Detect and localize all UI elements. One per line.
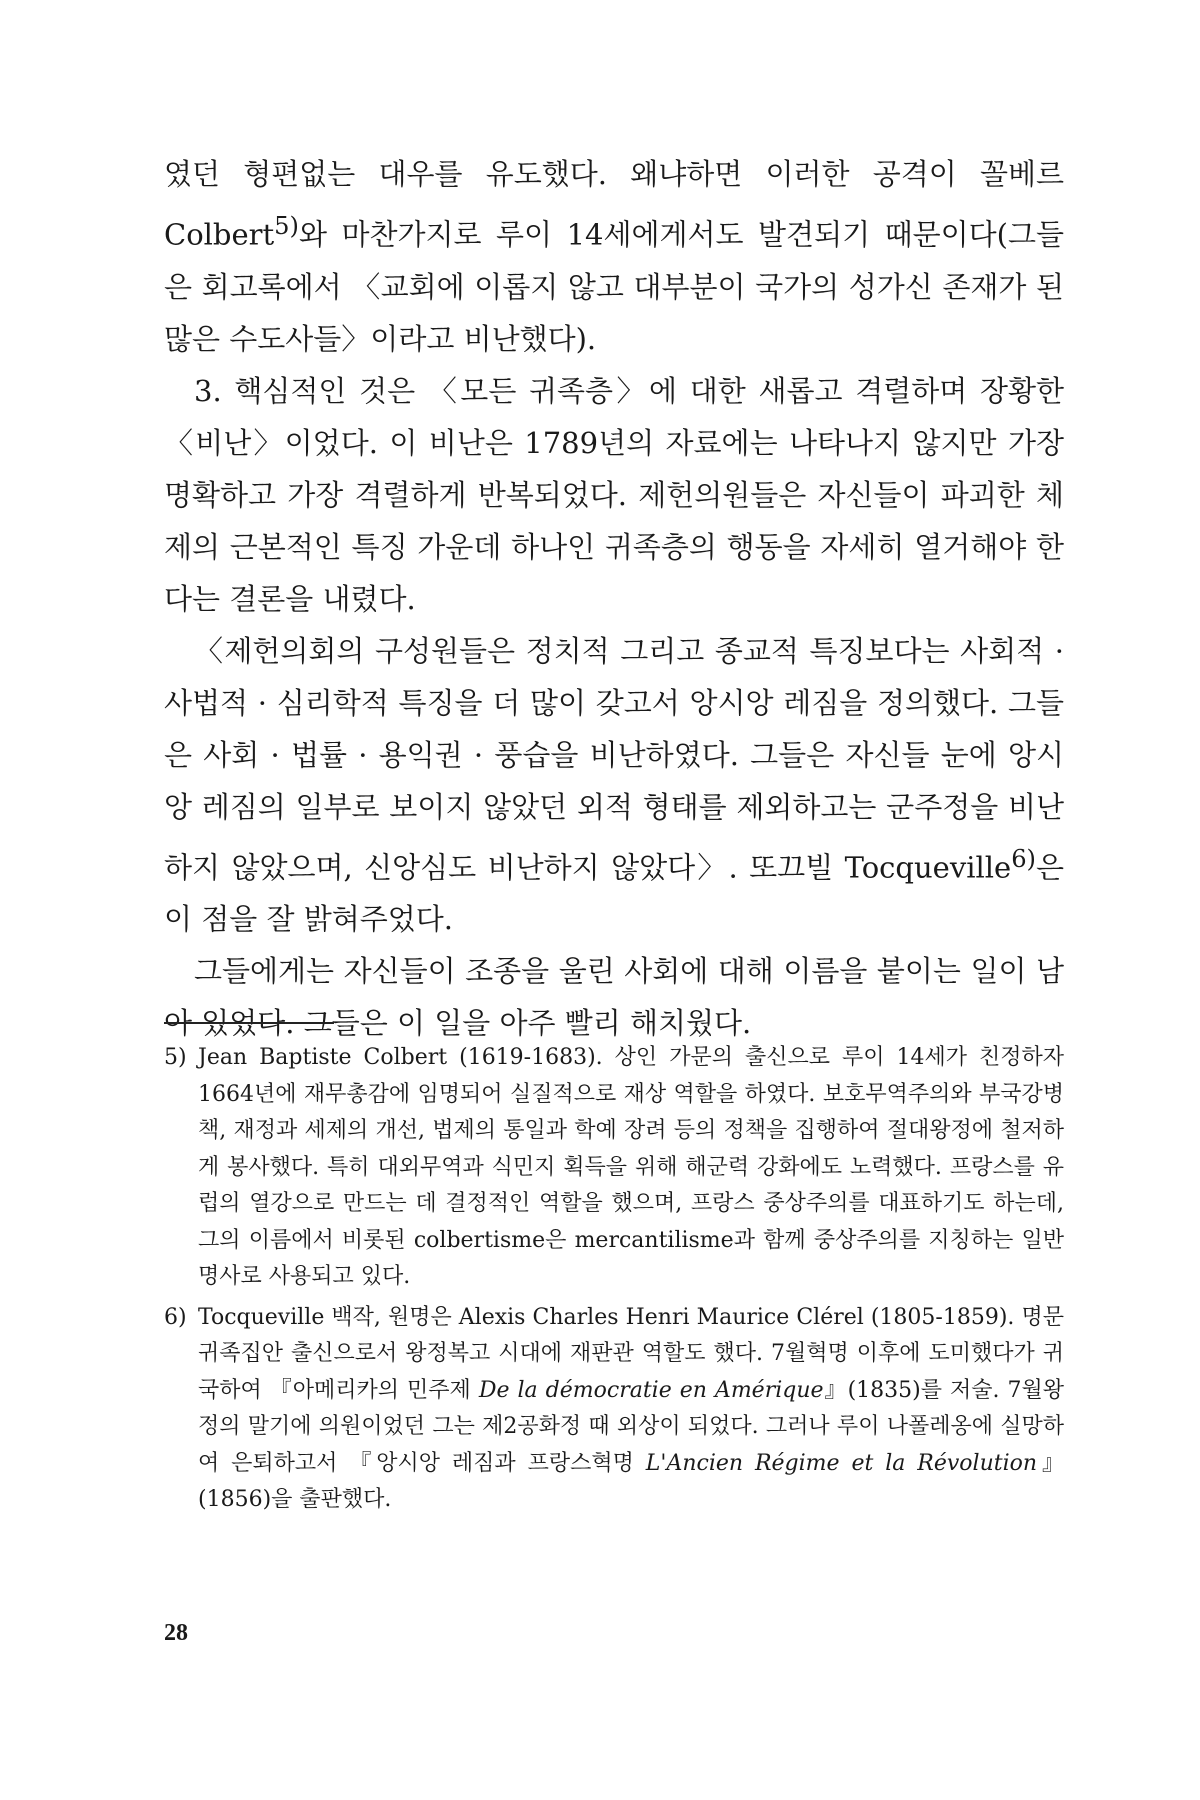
paragraph-3: 〈제헌의회의 구성원들은 정치적 그리고 종교적 특징보다는 사회적 · 사법적 · 심리학적 특징을 더 많이 갖고서 앙시앙 레짐을 정의했다. 그들은 사회 · 법률 · 용익권 · 풍습을 비난하였다. 그들은 자신들 눈에 앙시앙 레짐의 일부로 보이지 않았던 외적 형태를 제외하고는 군주정을 비난하지 않았으며, 신앙심도 비난하지 않았다〉. 또끄빌 Tocqueville$^{6)}$은 이 점을 잘 밝혀주었다. xyxy=(164,633,1064,937)
paragraph-4: 그들에게는 자신들이 조종을 울린 사회에 대해 이름을 붙이는 일이 남아 있었다. 그들은 이 일을 아주 빨리 해치웠다. xyxy=(164,954,1064,1041)
footnote-6: 6) Tocqueville 백작, 원명은 Alexis Charles Henri Maurice Clérel (1805-1859). 명문 귀족집안 출신으로서 왕정복고 시대에 재판관 역할도 했다. 7월혁명 이후에 도미했다가 귀국하여 『아메리카의 민주제 De la démocratie en Amérique』(1835)를 저술. 7월왕정의 말기에 의원이었던 그는 제2공화정 때 외상이 되었다. 그러나 루이 나폴레옹에 실망하여 은퇴하고서 『앙시앙 레짐과 프랑스혁명 L'Ancien Régime et la Révolution』(1856)을 출판했다. xyxy=(164,1300,1064,1519)
footnote-divider xyxy=(164,1022,334,1024)
page-number: 28 xyxy=(164,1620,188,1646)
book-title-ancien-regime: L'Ancien Régime et la Révolution xyxy=(645,1450,1038,1476)
footnote-ref-5[interactable]: 5) xyxy=(274,212,299,240)
footnote-5-text: Jean Baptiste Colbert (1619-1683). 상인 가문의 출신으로 루이 14세가 친정하자 1664년에 재무총감에 임명되어 실질적으로 재상 역할을 하였다. 보호무역주의와 부국강병책, 재정과 세제의 개선, 법제의 통일과 학예 장려 등의 정책을 집행하여 절대왕정에 철저하게 봉사했다. 특히 대외무역과 식민지 획득을 위해 해군력 강화에도 노력했다. 프랑스를 유럽의 열강으로 만드는 데 결정적인 역할을 했으며, 프랑스 중상주의를 대표하기도 하는데, 그의 이름에서 비롯된 colbertisme은 mercantilisme과 함께 중상주의를 지칭하는 일반명사로 사용되고 있다. xyxy=(198,1045,1064,1289)
footnote-5-number: 5) xyxy=(164,1045,187,1070)
main-text xyxy=(164,148,1064,1049)
footnotes xyxy=(164,1040,1064,1523)
footnote-6-number: 6) xyxy=(164,1304,187,1330)
footnote-ref-6[interactable]: 6) xyxy=(1011,844,1036,873)
footnote-5 xyxy=(164,1040,1064,1296)
paragraph-2: 3. 핵심적인 것은 〈모든 귀족층〉에 대한 새롭고 격렬하며 장황한 〈비난〉이었다. 이 비난은 1789년의 자료에는 나타나지 않지만 가장 명확하고 가장 격렬하게 반복되었다. 제헌의원들은 자신들이 파괴한 체제의 근본적인 특징 가운데 하나인 귀족층의 행동을 자세히 열거해야 한다는 결론을 내렸다. xyxy=(164,373,1064,616)
book-title-democracy: De la démocratie en Amérique xyxy=(478,1377,824,1403)
paragraph-1: 였던 형편없는 대우를 유도했다. 왜냐하면 이러한 공격이 꼴베르 Colbert$^{5)}$와 마찬가지로 루이 14세에게서도 발견되기 때문이다(그들은 회고록에서 〈교회에 이롭지 않고 대부분이 국가의 성가신 존재가 된 많은 수도사들〉이라고 비난했다). xyxy=(164,157,1064,356)
